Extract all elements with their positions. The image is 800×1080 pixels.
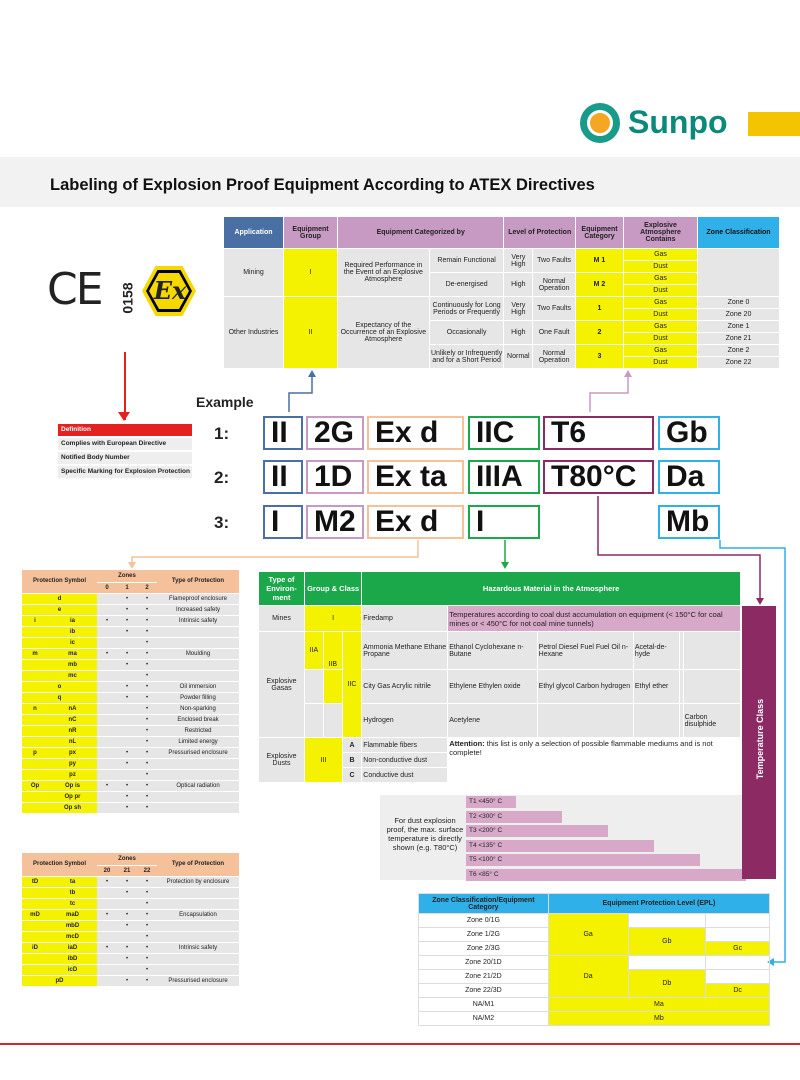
marking-category: 2G <box>306 416 364 450</box>
marking-epl: Gb <box>658 416 720 450</box>
cell: 2 <box>576 321 624 345</box>
dust-desc: Conductive dust <box>362 768 448 783</box>
grp-empty <box>305 704 324 738</box>
dust-desc: Non-conductive dust <box>362 753 448 768</box>
zone-row: Zone 21/2D <box>419 970 549 984</box>
zone-row: NA/M2 <box>419 1012 549 1026</box>
marking-protection: Ex d <box>367 505 464 539</box>
protection-row: p px • • Pressurised enclosure <box>22 747 239 758</box>
cell: One Fault <box>533 321 576 345</box>
temp-bar: T5 <100° C <box>466 854 700 866</box>
protection-row: ib • • <box>22 626 239 637</box>
protection-row: Op sh • • <box>22 802 239 813</box>
zone-cell: Zone 22 <box>698 357 780 369</box>
header-application: Application <box>224 217 284 249</box>
marking-protection: Ex ta <box>367 460 464 494</box>
cell: Unlikely or Infrequently and for a Short Period <box>429 345 504 369</box>
legend-definition: Definition <box>58 424 192 436</box>
marking-epl: Mb <box>658 505 720 539</box>
dust-desc: Flammable fibers <box>362 738 448 753</box>
zone-row: NA/M1 <box>419 998 549 1012</box>
marking-gas-group: IIIA <box>468 460 540 494</box>
gas-cell: Petrol Diesel Fuel Fuel Oil n-Hexane <box>537 632 633 670</box>
protection-row: tD ta • • • Protection by enclosure <box>22 876 239 887</box>
zone-cell: Zone 2 <box>698 345 780 357</box>
coal-dust-note: Temperatures according to coal dust accumulation on equipment (< 150°C for coal mines or < 450°C for not coal mine tunnels) <box>448 606 741 632</box>
epl-dc: Dc <box>706 984 770 998</box>
zone-row: Zone 22/3D <box>419 984 549 998</box>
epl-table <box>418 893 770 1026</box>
app-other: Other Industries <box>224 297 284 369</box>
marking-group: II <box>263 416 303 450</box>
atm-cell: Gas <box>624 297 698 309</box>
example-row-number: 3: <box>214 513 230 532</box>
header-level: Level of Protection <box>504 217 576 249</box>
epl-mb: Mb <box>548 1012 769 1026</box>
marking-protection: Ex d <box>367 416 464 450</box>
temp-bar: T6 <85° C <box>466 869 746 881</box>
dust-class: A <box>342 738 362 753</box>
cell: Very High <box>504 297 533 321</box>
protection-row: py • • <box>22 758 239 769</box>
temp-bar: T4 <135° C <box>466 840 654 852</box>
empty-cell <box>706 970 770 984</box>
gas-cell: Ethylene Ethylen oxide <box>448 670 537 704</box>
epl-gb: Gb <box>628 928 706 956</box>
gas-cell: Ethanol Cyclohexane n-Butane <box>448 632 537 670</box>
empty-cell <box>706 956 770 970</box>
example-label: Example <box>196 394 254 410</box>
header-group: Equipment Group <box>284 217 338 249</box>
example-row-number: 2: <box>214 468 230 487</box>
grp-empty <box>323 704 342 738</box>
cell: 1 <box>576 297 624 321</box>
grp-iii: III <box>305 738 343 783</box>
temp-bar: T2 <300° C <box>466 811 562 823</box>
protection-row: d • • Flameproof enclosure <box>22 593 239 604</box>
atm-cell: Gas <box>624 321 698 333</box>
cell: Remain Functional <box>429 249 504 273</box>
gas-cell: Ethyl ether <box>633 670 679 704</box>
protection-table-dust: Protection Symbol Zones Type of Protection 20 21 22 tD ta • • • Protection by enclosure tb • • tc • mD maD • • • Encapsulation mbD • • mcD • iD iaD • • • Intrinsic safety ibD • • icD • pD • • Pressurised enclosure <box>22 853 239 987</box>
zone-row: Zone 0/1G <box>419 914 549 928</box>
header-symbol: Protection Symbol <box>22 570 97 593</box>
dust-class: B <box>342 753 362 768</box>
marking-epl: Da <box>658 460 720 494</box>
legend-specific-marking: Specific Marking for Explosion Protection <box>58 466 192 478</box>
env-dusts: Explosive Dusts <box>259 738 305 783</box>
protection-row: nL • Limited energy <box>22 736 239 747</box>
atm-cell: Dust <box>624 309 698 321</box>
gas-cell: Acetylene <box>448 704 537 738</box>
protection-row: ic • <box>22 637 239 648</box>
header-category: Equipment Category <box>576 217 624 249</box>
zone-cell: Zone 20 <box>698 309 780 321</box>
zone-cell: Zone 21 <box>698 333 780 345</box>
header-environment: Type of Environ-ment <box>259 572 305 606</box>
hazard-table <box>258 571 741 783</box>
cell: Continuously for Long Periods or Frequently <box>429 297 504 321</box>
cell: Occasionally <box>429 321 504 345</box>
header-zone-cat: Zone Classification/Equipment Category <box>419 894 549 914</box>
gas-cell: Ammonia Methane Ethane Propane <box>362 632 448 670</box>
grp-iia: IIA <box>305 632 324 670</box>
epl-db: Db <box>628 970 706 998</box>
protection-row: mb • • <box>22 659 239 670</box>
protection-row: mbD • • <box>22 920 239 931</box>
header-group-class: Group & Class <box>305 572 362 606</box>
epl-ma: Ma <box>548 998 769 1012</box>
marking-gas-group: I <box>468 505 540 539</box>
header-epl: Equipment Protection Level (EPL) <box>548 894 769 914</box>
gas-cell <box>537 704 633 738</box>
marking-category: M2 <box>306 505 364 539</box>
protection-row: Op pr • • <box>22 791 239 802</box>
empty-cell <box>628 956 706 970</box>
marking-temp: T6 <box>543 416 654 450</box>
attention-label: Attention: <box>449 739 485 748</box>
mat-firedamp: Firedamp <box>362 606 448 632</box>
group-mining: I <box>284 249 338 297</box>
gas-cell: Hydrogen <box>362 704 448 738</box>
protection-row: e • • Increased safety <box>22 604 239 615</box>
cell: Normal Operation <box>533 273 576 297</box>
empty-cell <box>706 914 770 928</box>
zone-row: Zone 1/2G <box>419 928 549 942</box>
protection-row: nC • Enclosed break <box>22 714 239 725</box>
marking-group: I <box>263 505 303 539</box>
protection-row: i ia • • • Intrinsic safety <box>22 615 239 626</box>
zone-cell: Zone 0 <box>698 297 780 309</box>
cell: Normal <box>504 345 533 369</box>
protection-row: q • • Powder filling <box>22 692 239 703</box>
zone-cell: Zone 1 <box>698 321 780 333</box>
page-title: Labeling of Explosion Proof Equipment According to ATEX Directives <box>50 176 595 194</box>
cell: Two Faults <box>533 249 576 273</box>
temperature-class-label: Temperature Class <box>755 698 765 780</box>
gas-cell <box>683 670 740 704</box>
env-mines: Mines <box>259 606 305 632</box>
epl-ga: Ga <box>548 914 628 956</box>
protection-row: mc • <box>22 670 239 681</box>
atm-cell: Gas <box>624 273 698 285</box>
dust-class: C <box>342 768 362 783</box>
protection-row: ibD • • <box>22 953 239 964</box>
cell: 3 <box>576 345 624 369</box>
protection-row: iD iaD • • • Intrinsic safety <box>22 942 239 953</box>
protection-table-gas: Protection Symbol Zones Type of Protection 0 1 2 d • • Flameproof enclosure e • • Increased safety i ia • • • Intrinsic safety ib • • ic • m ma • • • Moulding mb • • mc • o • • Oil immersion q • • Powder filling n nA • Non-sparking nC • Enclosed break nR • Restricted nL • Limited energy p px • • Pressurised enclosure py • • pz • Op Op is • • • Optical radiation Op pr • • Op sh • • <box>22 570 239 814</box>
temp-bar: T3 <200° C <box>466 825 608 837</box>
gas-cell: Acetal-de-hyde <box>633 632 679 670</box>
protection-row: pz • <box>22 769 239 780</box>
gas-cell <box>683 632 740 670</box>
cell: High <box>504 273 533 297</box>
cell: Very High <box>504 249 533 273</box>
atm-cell: Dust <box>624 333 698 345</box>
app-mining: Mining <box>224 249 284 297</box>
protection-row: m ma • • • Moulding <box>22 648 239 659</box>
empty-cell <box>628 914 706 928</box>
protection-row: n nA • Non-sparking <box>22 703 239 714</box>
cell: Normal Operation <box>533 345 576 369</box>
header-material: Hazardous Material in the Atmosphere <box>362 572 741 606</box>
gas-cell: Carbon disulphide <box>683 704 740 738</box>
footer-line <box>0 1043 800 1045</box>
grp-iib: IIB <box>323 632 342 670</box>
example-row-number: 1: <box>214 424 230 443</box>
attention-text: this list is only a selection of possible flammable mediums and is not complete! <box>449 739 713 757</box>
atm-cell: Dust <box>624 285 698 297</box>
protection-row: pD • • Pressurised enclosure <box>22 975 239 986</box>
attention-note <box>448 738 741 768</box>
marking-category: 1D <box>306 460 364 494</box>
header-atmosphere: Explosive Atmosphere Contains <box>624 217 698 249</box>
marking-gas-group: IIC <box>468 416 540 450</box>
cell: M 2 <box>576 273 624 297</box>
legend-notified-body: Notified Body Number <box>58 452 192 464</box>
ce-mark: CE <box>47 264 102 315</box>
zone-row: Zone 20/1D <box>419 956 549 970</box>
protection-row: icD • <box>22 964 239 975</box>
marking-group: II <box>263 460 303 494</box>
protection-row: nR • Restricted <box>22 725 239 736</box>
gas-cell: City Gas Acrylic nitrile <box>362 670 448 704</box>
atm-cell: Gas <box>624 249 698 261</box>
protection-row: tc • <box>22 898 239 909</box>
legend-directive: Complies with European Directive <box>58 438 192 450</box>
brand-name: Sunpo <box>628 104 728 140</box>
grp-iic: IIC <box>342 632 362 738</box>
dust-note: For dust explosion proof, the max. surface temperature is directly shown (e.g. T80°C) <box>386 816 464 852</box>
atm-cell: Dust <box>624 357 698 369</box>
header-symbol: Protection Symbol <box>22 853 97 876</box>
protection-row: o • • Oil immersion <box>22 681 239 692</box>
grp-empty <box>305 670 324 704</box>
env-gases: Explosive Gasas <box>259 632 305 738</box>
ex-mark-text: Ex <box>153 276 187 305</box>
gas-cell <box>633 704 679 738</box>
epl-gc: Gc <box>706 942 770 956</box>
header-zone: Zone Classification <box>698 217 780 249</box>
header-zones: Zones <box>97 570 157 582</box>
notified-body-number: 0158 <box>119 282 136 314</box>
header-zones: Zones <box>97 853 157 865</box>
empty-cell <box>706 928 770 942</box>
zone-row: Zone 2/3G <box>419 942 549 956</box>
cell: High <box>504 321 533 345</box>
group-other: II <box>284 297 338 369</box>
temp-bar: T1 <450° C <box>466 796 516 808</box>
grp-mines: I <box>305 606 362 632</box>
empty-cell <box>448 768 741 783</box>
cell: Two Faults <box>533 297 576 321</box>
catby-other: Expectancy of the Occurrence of an Explosive Atmosphere <box>338 297 430 369</box>
protection-row: mcD • <box>22 931 239 942</box>
atm-cell: Gas <box>624 345 698 357</box>
protection-row: tb • • <box>22 887 239 898</box>
header-type: Type of Protection <box>157 570 239 593</box>
gas-cell: Ethyl glycol Carbon hydrogen <box>537 670 633 704</box>
cell: De-energised <box>429 273 504 297</box>
catby-mining: Required Performance in the Event of an Explosive Atmosphere <box>338 249 430 297</box>
marking-temp: T80°C <box>543 460 654 494</box>
epl-da: Da <box>548 956 628 998</box>
protection-row: mD maD • • • Encapsulation <box>22 909 239 920</box>
grp-empty <box>323 670 342 704</box>
cell: M 1 <box>576 249 624 273</box>
header-categorized: Equipment Categorized by <box>338 217 504 249</box>
atm-cell: Dust <box>624 261 698 273</box>
header-type: Type of Protection <box>157 853 239 876</box>
protection-row: Op Op is • • • Optical radiation <box>22 780 239 791</box>
